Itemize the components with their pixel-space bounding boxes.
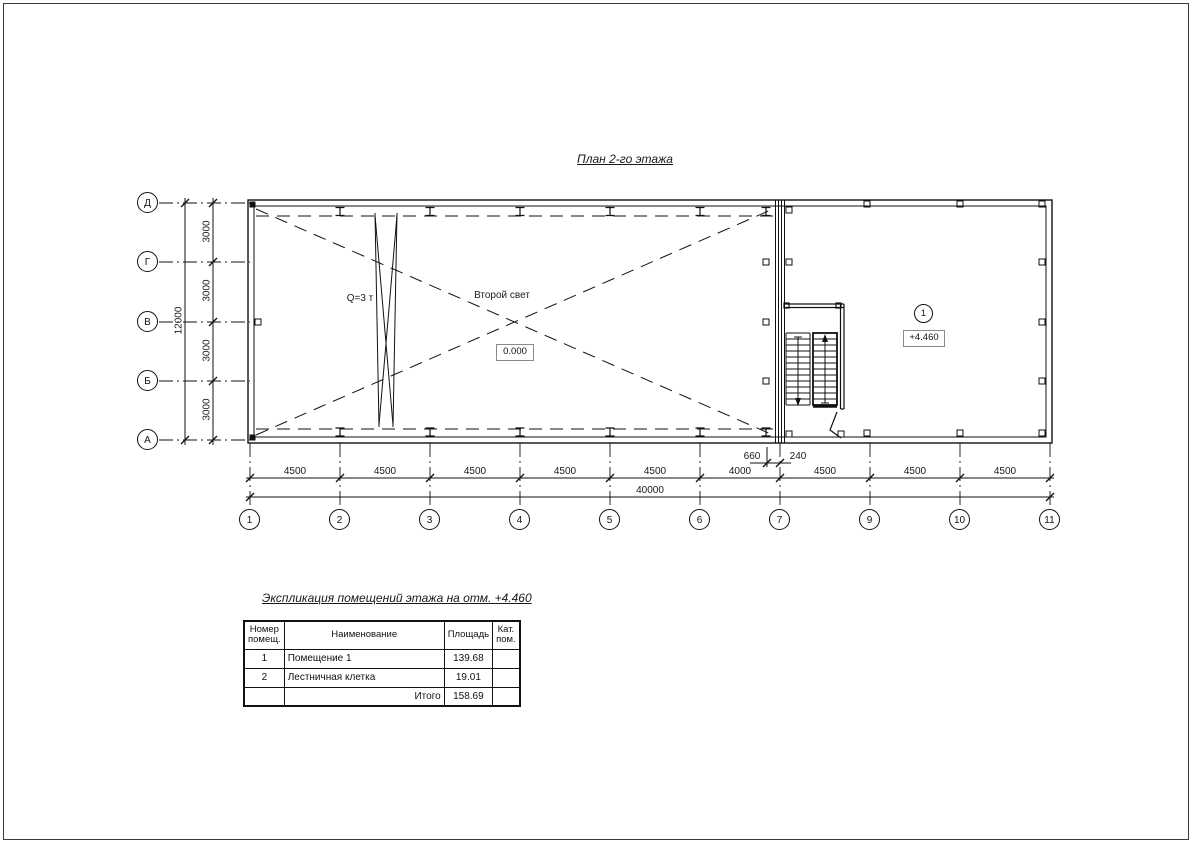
stair-flights [786,333,837,407]
cell-category [493,668,520,687]
col-axis-bubble: 1 [239,509,260,530]
col-axis-bubble: 9 [859,509,880,530]
plan-title: План 2-го этажа [577,152,673,166]
dim-col-segment: 4500 [643,466,667,477]
stair-arrow-down [794,337,802,406]
row-axis-bubble: А [137,429,158,450]
header-name: Наименование [284,621,444,649]
col-axis-bubble: 6 [689,509,710,530]
row-axis-bubble: Б [137,370,158,391]
table-row [244,668,520,687]
col-axis-bubble: 7 [769,509,790,530]
header-area: Площадь [444,621,492,649]
void-label: Второй свет [474,290,530,301]
dim-row-segment: 3000 [201,220,213,243]
dim-row-segment: 3000 [201,339,213,362]
dim-col-segment: 4500 [813,466,837,477]
col-axis-bubble: 4 [509,509,530,530]
cell-name: Помещение 1 [284,649,444,668]
cell-name: Лестничная клетка [284,668,444,687]
cell-area: 19.01 [444,668,492,687]
dim-row-segment: 3000 [201,398,213,421]
col-axis-bubble: 5 [599,509,620,530]
col-axis-bubble: 11 [1039,509,1060,530]
row-axis-bubble: Г [137,251,158,272]
door-leaf [830,412,841,438]
dim-col-segment: 4500 [993,466,1017,477]
dim-detail-left: 660 [743,451,761,462]
cell-category [493,649,520,668]
table-total-row [244,687,520,706]
dim-row-total: 12000 [173,306,185,335]
room-number-mark: 1 [914,304,933,323]
crane-capacity-label: Q=3 т [346,293,374,304]
void-dashed-lines [256,209,773,435]
dim-col-segment: 4000 [728,466,752,477]
dim-col-segment: 4500 [373,466,397,477]
dim-col-segment: 4500 [463,466,487,477]
cell-room-number [244,687,284,706]
cell-total-area: 158.69 [444,687,492,706]
bracing-symbol [375,213,397,427]
cell-room-number: 1 [244,649,284,668]
table-header-row [244,621,520,649]
col-axis-bubble: 2 [329,509,350,530]
level-mark-upper: +4.460 [903,330,945,347]
cell-room-number: 2 [244,668,284,687]
col-axis-bubble: 10 [949,509,970,530]
dim-col-segment: 4500 [903,466,927,477]
explication-table [243,620,521,707]
row-axis-bubble: В [137,311,158,332]
header-room-number: Номер помещ. [244,621,284,649]
col-axis-bubble: 3 [419,509,440,530]
cell-category [493,687,520,706]
row-axis-bubble: Д [137,192,158,213]
explication-title: Экспликация помещений этажа на отм. +4.460 [262,591,532,605]
dim-col-total: 40000 [636,485,664,496]
cell-area: 139.68 [444,649,492,668]
table-row [244,649,520,668]
dim-detail-right: 240 [789,451,807,462]
dim-col-segment: 4500 [553,466,577,477]
level-mark-zero: 0.000 [496,344,534,361]
column-ibeams-top [336,208,771,216]
cell-total-label: Итого [284,687,444,706]
header-category: Кат. пом. [493,621,520,649]
building-walls [248,200,1052,443]
dim-col-segment: 4500 [283,466,307,477]
dim-row-segment: 3000 [201,279,213,302]
